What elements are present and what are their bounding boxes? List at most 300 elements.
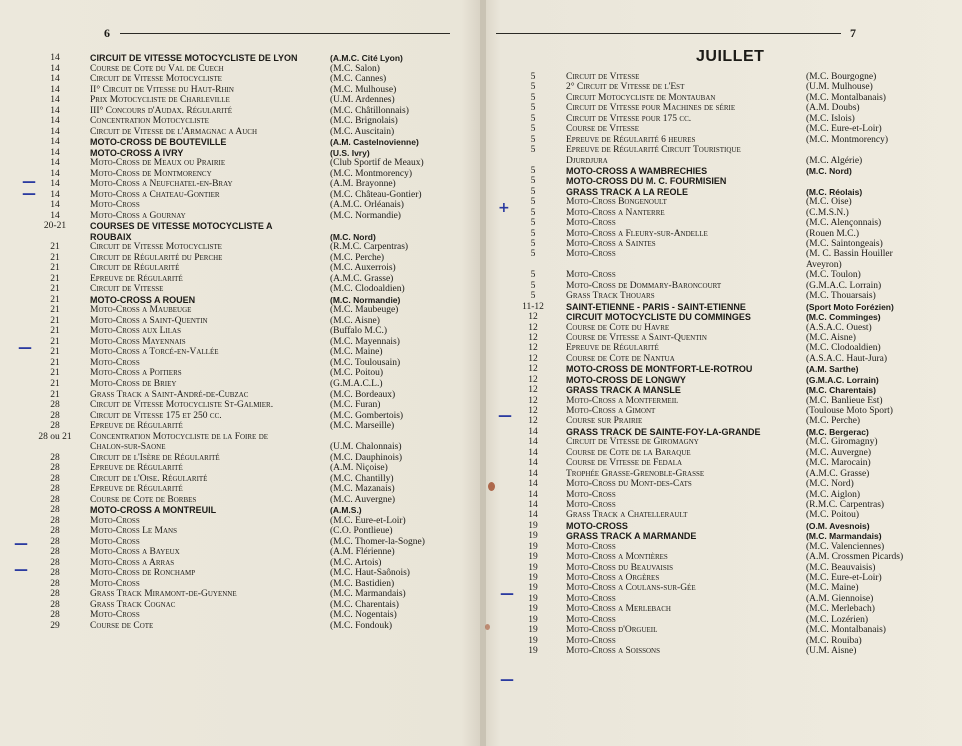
event-row: [30, 305, 450, 316]
event-club: (M.C. Artois): [330, 557, 382, 568]
event-club: (M.C. Bourgogne): [806, 72, 877, 82]
event-date: 14: [50, 84, 60, 95]
event-date: 14: [50, 147, 60, 158]
event-club: (M.C. Château-Gontier): [330, 189, 422, 200]
event-club: (U.M. Chalonnais): [330, 442, 402, 453]
event-club: (M.C. Mayennais): [330, 336, 400, 347]
event-name: Moto-Cross a Nanterre: [566, 207, 665, 218]
event-name: Moto-Cross a Neufchatel-en-Bray: [90, 179, 233, 190]
event-date: 19: [528, 583, 538, 594]
event-date: 28: [50, 557, 60, 568]
event-club: (U.M. Aisne): [806, 646, 857, 657]
event-row: [30, 368, 450, 379]
event-club: (M.C. Auvergne): [330, 494, 395, 505]
event-date: 19: [528, 604, 538, 615]
event-club: (M.C. Mazanais): [330, 484, 395, 495]
event-row: [30, 284, 450, 295]
event-name: Epreuve de Régularité 6 heures: [566, 134, 696, 145]
pen-mark: —: [498, 408, 512, 424]
event-club: (M.C. Oise): [806, 197, 852, 208]
event-row: [30, 127, 450, 138]
event-name: Course de Vitesse de Fedala: [566, 458, 683, 469]
event-row: [508, 135, 930, 145]
event-row: [508, 291, 930, 301]
event-row: [508, 625, 930, 635]
event-club: (M.C. Marseille): [330, 421, 395, 432]
event-date: 28: [50, 599, 60, 610]
ink-stain: [488, 482, 495, 491]
header-rule-right: [496, 33, 841, 34]
event-name: Trophée Grasse-Grenoble-Grasse: [566, 468, 705, 479]
event-date: 5: [530, 145, 536, 156]
event-row: [30, 200, 450, 211]
event-row: [30, 232, 450, 243]
event-row: [508, 156, 930, 166]
event-row: [30, 568, 450, 579]
event-name: Moto-Cross du Beauvaisis: [566, 562, 673, 573]
event-name: Course de Vitesse: [566, 124, 639, 135]
event-date: 28 ou 21: [38, 431, 72, 442]
event-row: [508, 124, 930, 134]
event-name: Circuit de Vitesse 175 et 250 cc.: [90, 410, 222, 421]
event-club: (A.M. Brayonne): [330, 179, 396, 190]
event-name: Course de Cote: [90, 620, 154, 631]
event-name: CIRCUIT DE VITESSE MOTOCYCLISTE DE LYON: [90, 53, 298, 63]
event-row: [30, 516, 450, 527]
event-club: (M.C. Cannes): [330, 74, 387, 85]
event-row: [508, 510, 930, 520]
event-club: (M.C. Marmandais): [806, 531, 882, 542]
event-date: 28: [50, 526, 60, 537]
event-row: [30, 95, 450, 106]
event-name: Moto-Cross a Saintes: [566, 239, 656, 249]
event-row: [508, 364, 930, 374]
event-name: ROUBAIX: [90, 231, 132, 242]
event-club: (A.M.C. Cité Lyon): [330, 53, 403, 63]
event-row: [508, 490, 930, 500]
event-date: 28: [50, 484, 60, 495]
event-row: [30, 421, 450, 432]
event-row: [30, 474, 450, 485]
event-name: Chalon-sur-Saone: [90, 442, 166, 453]
event-club: (M.C. Thouarsais): [806, 291, 876, 302]
event-name: GRASS TRACK A MANSLE: [566, 385, 681, 396]
event-club: (M.C. Eure-et-Loir): [806, 573, 882, 583]
event-name: Moto-Cross: [90, 610, 140, 621]
event-name: MOTO-CROSS DE BOUTEVILLE: [90, 137, 227, 148]
event-row: [508, 563, 930, 573]
event-date: 5: [530, 228, 536, 239]
ink-stain: [485, 624, 490, 630]
event-date: 14: [50, 200, 60, 211]
event-club: (M.C. Montmorency): [330, 168, 413, 179]
event-name: Grass Track Miramont-de-Guyenne: [90, 589, 237, 600]
event-row: [30, 221, 450, 232]
event-name: Moto-Cross a Maubeuge: [90, 305, 192, 316]
event-club: (G.M.A.C.L.): [330, 378, 383, 389]
pen-mark: —: [14, 562, 28, 578]
event-club: (Club Sportif de Meaux): [330, 158, 424, 169]
event-name: Moto-Cross a Montières: [566, 552, 668, 563]
event-row: [508, 437, 930, 447]
event-row: [30, 253, 450, 264]
event-date: 14: [50, 74, 60, 85]
event-row: [508, 333, 930, 343]
event-date: 12: [528, 312, 538, 323]
event-club: (U.M. Mulhouse): [806, 82, 873, 93]
event-row: [508, 312, 930, 322]
event-date: 12: [528, 416, 538, 427]
event-name: Course de Cote de Nantua: [566, 353, 675, 364]
event-club: (G.M.A.C. Lorrain): [806, 374, 879, 385]
event-club: (R.M.C. Carpentras): [806, 499, 885, 510]
event-date: 14: [528, 489, 538, 500]
event-date: 14: [50, 63, 60, 74]
event-date: 21: [50, 263, 60, 274]
event-row: [508, 594, 930, 604]
event-row: [30, 106, 450, 117]
event-club: (M.C. Aisne): [330, 315, 380, 326]
event-name: Circuit de Vitesse Motocycliste St-Galmier.: [90, 400, 274, 411]
event-name: Grass Track a Saint-André-de-Cubzac: [90, 389, 249, 400]
event-row: [508, 197, 930, 207]
event-date: 21: [50, 326, 60, 337]
event-club: (A.S.A.C. Ouest): [806, 322, 872, 333]
event-name: Moto-Cross: [566, 249, 616, 260]
event-club: (M.C. Saintongeais): [806, 239, 883, 249]
event-club: (A.M.C. Grasse): [330, 273, 394, 284]
event-row: [508, 406, 930, 416]
event-club: (M.C. Bergerac): [806, 426, 869, 437]
event-name: Moto-Cross a Chateau-Gontier: [90, 189, 220, 200]
event-club: (M.C. Poitou): [330, 368, 384, 379]
event-club: (M.C. Algérie): [806, 155, 863, 166]
event-name: Course de Cote du Havre: [566, 322, 670, 333]
event-name: Moto-Cross a Orgères: [566, 573, 660, 583]
event-date: 14: [50, 116, 60, 127]
pen-mark: —: [18, 340, 32, 356]
event-row: [508, 270, 930, 280]
event-row: [30, 158, 450, 169]
event-club: (M.C. Beauvaisis): [806, 562, 876, 573]
event-name: Epreuve de Régularité: [90, 421, 183, 432]
page-number-right: 7: [850, 26, 856, 40]
event-club: (A.M. Niçoise): [330, 463, 388, 474]
event-date: 5: [530, 291, 536, 302]
event-club: (M.C. Clodoaldien): [330, 284, 405, 295]
event-row: [30, 169, 450, 180]
event-name: GRASS TRACK DE SAINTE-FOY-LA-GRANDE: [566, 426, 761, 437]
event-name: Grass Track a Chatellerault: [566, 510, 688, 521]
event-row: [30, 274, 450, 285]
event-name: Moto-Cross de Briey: [90, 378, 177, 389]
event-name: Moto-Cross de Meaux ou Prairie: [90, 158, 226, 169]
event-name: Moto-Cross: [566, 499, 616, 510]
event-date: 28: [50, 400, 60, 411]
event-name: II° Circuit de Vitesse du Haut-Rhin: [90, 84, 234, 95]
event-row: [508, 239, 930, 249]
event-name: Course de Cote de la Baraque: [566, 447, 691, 458]
event-row: [30, 453, 450, 464]
event-date: 5: [530, 176, 536, 187]
event-club: (M.C. Réolais): [806, 186, 863, 197]
event-row: [508, 176, 930, 186]
event-row: [30, 589, 450, 600]
event-name: Circuit de Régularité du Perche: [90, 252, 223, 263]
event-row: [508, 615, 930, 625]
event-date: 28: [50, 610, 60, 621]
event-name: MOTO-CROSS: [566, 520, 628, 531]
event-club: (M.C. Brignolais): [330, 116, 398, 127]
event-name: Circuit Motocycliste de Montauban: [566, 92, 716, 103]
event-club: (M.C. Dauphinois): [330, 452, 403, 463]
event-row: [30, 148, 450, 159]
event-club: (M.C. Islois): [806, 113, 855, 124]
event-name: SAINT-ETIENNE - PARIS - SAINT-ETIENNE: [566, 301, 746, 312]
event-club: (M.C. Merlebach): [806, 604, 875, 615]
event-row: [508, 416, 930, 426]
event-date: 14: [528, 426, 538, 437]
event-date: 14: [50, 53, 60, 63]
page-number-left: 6: [104, 26, 110, 40]
event-name: Moto-Cross de Dommary-Baroncourt: [566, 280, 722, 291]
event-club: (A.M. Crossmen Picards): [806, 552, 904, 563]
event-name: MOTO-CROSS DU M. C. FOURMISIEN: [566, 176, 727, 187]
event-club: (M.C. Thomer-la-Sogne): [330, 536, 425, 547]
event-row: [30, 463, 450, 474]
event-name: Moto-Cross: [566, 218, 616, 229]
event-club: (M.C. Normandie): [330, 210, 401, 221]
event-name: Circuit de Vitesse Motocycliste: [90, 242, 222, 253]
event-date: 12: [528, 343, 538, 354]
event-name: MOTO-CROSS A MONTREUIL: [90, 505, 217, 516]
event-date: 21: [50, 305, 60, 316]
event-row: [508, 573, 930, 583]
event-name: Moto-Cross a Gournay: [90, 210, 186, 221]
event-row: [30, 547, 450, 558]
event-row: [30, 390, 450, 401]
event-date: 12: [528, 332, 538, 343]
event-row: [508, 82, 930, 92]
event-date: 14: [50, 137, 60, 148]
event-row: [508, 552, 930, 562]
event-name: Moto-Cross a Merlebach: [566, 604, 671, 615]
event-date: 19: [528, 573, 538, 583]
event-row: [30, 211, 450, 222]
event-date: 21: [50, 242, 60, 253]
event-name: Circuit de l'Oise. Régularité: [90, 473, 208, 484]
event-row: [30, 179, 450, 190]
event-name: MOTO-CROSS A IVRY: [90, 147, 184, 158]
event-row: [30, 85, 450, 96]
event-name: Moto-Cross aux Lilas: [90, 326, 181, 337]
event-name: Course sur Prairie: [566, 416, 643, 427]
event-club: (A.M.C. Orléanais): [330, 200, 404, 211]
event-club: (M.C. Charentais): [330, 599, 399, 610]
event-club: (M.C. Normandie): [330, 294, 401, 305]
event-date: 14: [528, 468, 538, 479]
event-row: [30, 242, 450, 253]
event-name: Prix Motocycliste de Charleville: [90, 95, 230, 106]
event-date: 21: [50, 315, 60, 326]
event-date: 5: [530, 82, 536, 93]
event-club: (Rouen M.C.): [806, 228, 860, 239]
event-row: [30, 621, 450, 632]
event-club: (M.C. Alençonnais): [806, 218, 882, 229]
event-club: (M.C. Nogentais): [330, 610, 397, 621]
event-row: [508, 396, 930, 406]
event-name: Circuit de Vitesse Motocycliste: [90, 74, 222, 85]
event-row: [508, 646, 930, 656]
event-row: [30, 432, 450, 443]
event-name: Circuit de Vitesse: [90, 284, 164, 295]
event-row: [30, 74, 450, 85]
event-club: (M.C. Eure-et-Loir): [330, 515, 406, 526]
event-club: (M.C. Maubeuge): [330, 305, 399, 316]
event-name: Circuit de Vitesse de Giromagny: [566, 437, 699, 448]
left-events-list: [30, 53, 450, 631]
event-club: (M.C. Maine): [806, 583, 859, 594]
pen-mark: —: [22, 174, 36, 190]
event-name: Concentration Motocycliste: [90, 116, 209, 127]
event-date: 21: [50, 347, 60, 358]
event-row: [508, 218, 930, 228]
event-date: 19: [528, 520, 538, 531]
event-row: [508, 249, 930, 259]
event-date: 28: [50, 410, 60, 421]
event-row: [508, 72, 930, 82]
right-page: [486, 0, 962, 746]
event-club: (M.C. Fondouk): [330, 620, 393, 631]
event-name: MOTO-CROSS DE MONTFORT-LE-ROTROU: [566, 364, 753, 375]
event-club: (G.M.A.C. Lorrain): [806, 280, 882, 291]
event-name: Epreuve de Régularité: [90, 484, 183, 495]
event-date: 5: [530, 165, 536, 176]
event-club: (U.S. Ivry): [330, 147, 370, 158]
event-name: Circuit de Vitesse de l'Armagnac a Auch: [90, 126, 258, 137]
event-row: [30, 53, 450, 64]
event-club: (M.C. Gombertois): [330, 410, 404, 421]
event-date: 19: [528, 562, 538, 573]
left-page: [0, 0, 480, 746]
event-row: [508, 427, 930, 437]
event-club: (M.C. Charentais): [806, 385, 876, 396]
event-name: Moto-Cross a Poitiers: [90, 368, 182, 379]
event-row: [30, 526, 450, 537]
event-name: Circuit de l'Isère de Régularité: [90, 452, 220, 463]
event-date: 5: [530, 72, 536, 82]
event-date: 14: [528, 458, 538, 469]
pen-mark: —: [22, 186, 36, 202]
event-row: [30, 537, 450, 548]
event-club: (A.M. Castelnovienne): [330, 137, 419, 148]
event-name: Epreuve de Régularité Circuit Touristique: [566, 145, 741, 156]
event-club: (Sport Moto Forézien): [806, 301, 894, 312]
event-date: 21: [50, 284, 60, 295]
event-row: [508, 260, 930, 270]
event-date: 14: [528, 510, 538, 521]
event-club: (A.M. Giennoise): [806, 593, 874, 604]
event-date: 14: [50, 189, 60, 200]
event-date: 19: [528, 646, 538, 657]
event-date: 14: [50, 168, 60, 179]
event-row: [30, 442, 450, 453]
event-date: 28: [50, 463, 60, 474]
event-club: (M.C. Toulousain): [330, 357, 401, 368]
event-name: Epreuve de Régularité: [90, 273, 183, 284]
event-name: Epreuve de Régularité: [90, 463, 183, 474]
event-club: (A.M. Doubs): [806, 103, 860, 114]
event-date: 5: [530, 113, 536, 124]
event-row: [30, 558, 450, 569]
event-club: (M.C. Toulon): [806, 270, 861, 281]
event-date: 21: [50, 252, 60, 263]
event-date: 19: [528, 531, 538, 542]
event-club: (M.C. Rouiba): [806, 635, 862, 646]
event-row: [508, 187, 930, 197]
event-name: Moto-Cross a Soissons: [566, 646, 660, 657]
event-name: GRASS TRACK A LA REOLE: [566, 186, 689, 197]
event-date: 28: [50, 536, 60, 547]
event-row: [508, 281, 930, 291]
event-club: (M.C. Mulhouse): [330, 84, 397, 95]
event-date: 28: [50, 515, 60, 526]
event-row: [30, 400, 450, 411]
event-club: (M.C. Maine): [330, 347, 383, 358]
event-date: 20-21: [43, 221, 67, 232]
event-date: 21: [50, 294, 60, 305]
event-row: [30, 263, 450, 274]
event-name: MOTO-CROSS DE LONGWY: [566, 374, 686, 385]
event-name: Moto-Cross: [90, 357, 140, 368]
event-club: (M.C. Marocain): [806, 458, 871, 469]
event-date: 5: [530, 92, 536, 103]
event-date: 11-12: [522, 301, 544, 312]
event-date: 5: [530, 280, 536, 291]
event-date: 5: [530, 218, 536, 229]
event-row: [508, 583, 930, 593]
event-row: [30, 64, 450, 75]
event-name: Moto-Cross: [90, 515, 140, 526]
event-club: (M.C. Clodoaldien): [806, 343, 881, 354]
event-row: [508, 354, 930, 364]
event-row: [508, 166, 930, 176]
event-club: (M.C. Bordeaux): [330, 389, 396, 400]
event-name: III° Concours d'Audax. Régularité: [90, 105, 233, 116]
event-row: [508, 103, 930, 113]
event-date: 5: [530, 103, 536, 114]
event-date: 28: [50, 589, 60, 600]
event-row: [30, 411, 450, 422]
event-date: 28: [50, 547, 60, 558]
event-row: [508, 542, 930, 552]
event-date: 12: [528, 395, 538, 406]
event-club: (M.C. Furan): [330, 400, 381, 411]
event-date: 5: [530, 270, 536, 281]
event-name: Epreuve de Régularité: [566, 343, 659, 354]
event-club: (M.C. Aisne): [806, 332, 856, 343]
event-date: 28: [50, 421, 60, 432]
event-date: 28: [50, 578, 60, 589]
event-row: [508, 375, 930, 385]
event-row: [508, 448, 930, 458]
event-date: 28: [50, 452, 60, 463]
event-name: Circuit de Vitesse: [566, 72, 640, 82]
event-date: 28: [50, 473, 60, 484]
event-row: [508, 479, 930, 489]
event-row: [508, 93, 930, 103]
event-date: 21: [50, 357, 60, 368]
